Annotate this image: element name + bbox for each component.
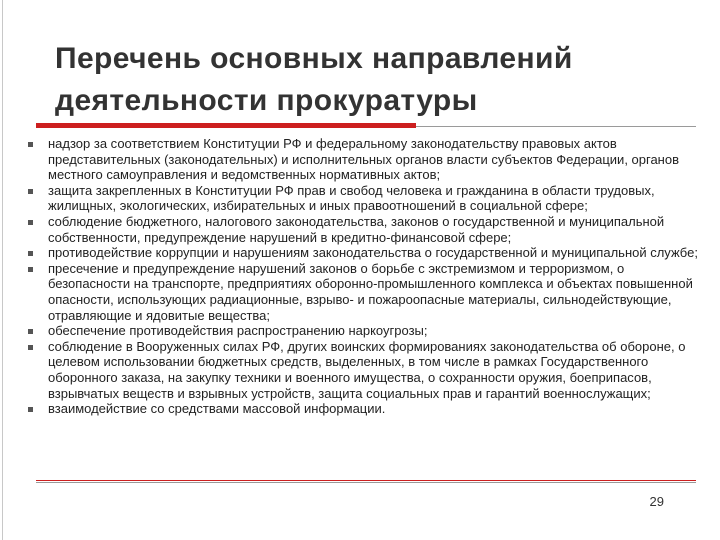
slide-left-border xyxy=(2,0,3,540)
footer-divider xyxy=(36,482,696,483)
square-bullet-icon xyxy=(28,189,33,194)
list-item-text: противодействие коррупции и нарушениям законодательства о государственной и муниципальной службе; xyxy=(48,245,698,261)
bullet-list xyxy=(26,136,702,417)
list-item xyxy=(26,401,702,417)
slide-title xyxy=(55,38,695,122)
list-item-text: соблюдение бюджетного, налогового законодательства, законов о государственной и муниципальной собственности, предупреждение нарушений в кредитно-финансовой сфере; xyxy=(48,213,665,245)
list-item xyxy=(26,339,702,401)
page-number: 29 xyxy=(649,494,664,509)
list-item-text: соблюдение в Вооруженных силах РФ, других воинских формированиях законодательства об обороне, о целевом использовании бюджетных средств, выделенных, в том числе в рамках Государственного оборонного заказа, на закупку техники и военного имущества, о сохранности оружия, боеприпасов, взрывчатых веществ и взрывных устройств, защита социальных прав и гарантий военнослужащих; xyxy=(48,338,686,401)
list-item xyxy=(26,183,702,214)
list-item xyxy=(26,323,702,339)
title-accent-bar xyxy=(36,123,416,128)
square-bullet-icon xyxy=(28,407,33,412)
square-bullet-icon xyxy=(28,251,33,256)
list-item-text: пресечение и предупреждение нарушений законов о борьбе с экстремизмом и терроризмом, о безопасности на транспорте, предприятиях оборонно-промышленного комплекса и объектах повышенной опасности, использующих радиационные, взрыво- и пожароопасные материалы, сильнодействующие, отравляющие и ядовитые вещества; xyxy=(48,260,693,323)
list-item-text: защита закрепленных в Конституции РФ прав и свобод человека и гражданина в области трудовых, жилищных, экологических, избирательных и иных правоотношений в социальной сфере; xyxy=(48,182,655,214)
title-line-1: Перечень основных направлений xyxy=(55,42,573,75)
square-bullet-icon xyxy=(28,329,33,334)
list-item xyxy=(26,261,702,323)
square-bullet-icon xyxy=(28,142,33,147)
list-item xyxy=(26,245,702,261)
list-item-text: обеспечение противодействия распространению наркоугрозы; xyxy=(48,323,428,339)
square-bullet-icon xyxy=(28,267,33,272)
list-item xyxy=(26,214,702,245)
list-item-text: надзор за соответствием Конституции РФ и федеральному законодательству правовых актов представительных (законодательных) и исполнительных органов власти субъектов Федерации, органов местного самоуправления и ведомственных нормативных актов; xyxy=(48,136,680,183)
square-bullet-icon xyxy=(28,220,33,225)
square-bullet-icon xyxy=(28,345,33,350)
footer-accent-line xyxy=(36,480,696,481)
title-line-2: деятельности прокуратуры xyxy=(55,84,478,117)
list-item-text: взаимодействие со средствами массовой информации. xyxy=(48,401,386,417)
list-item xyxy=(26,136,702,183)
